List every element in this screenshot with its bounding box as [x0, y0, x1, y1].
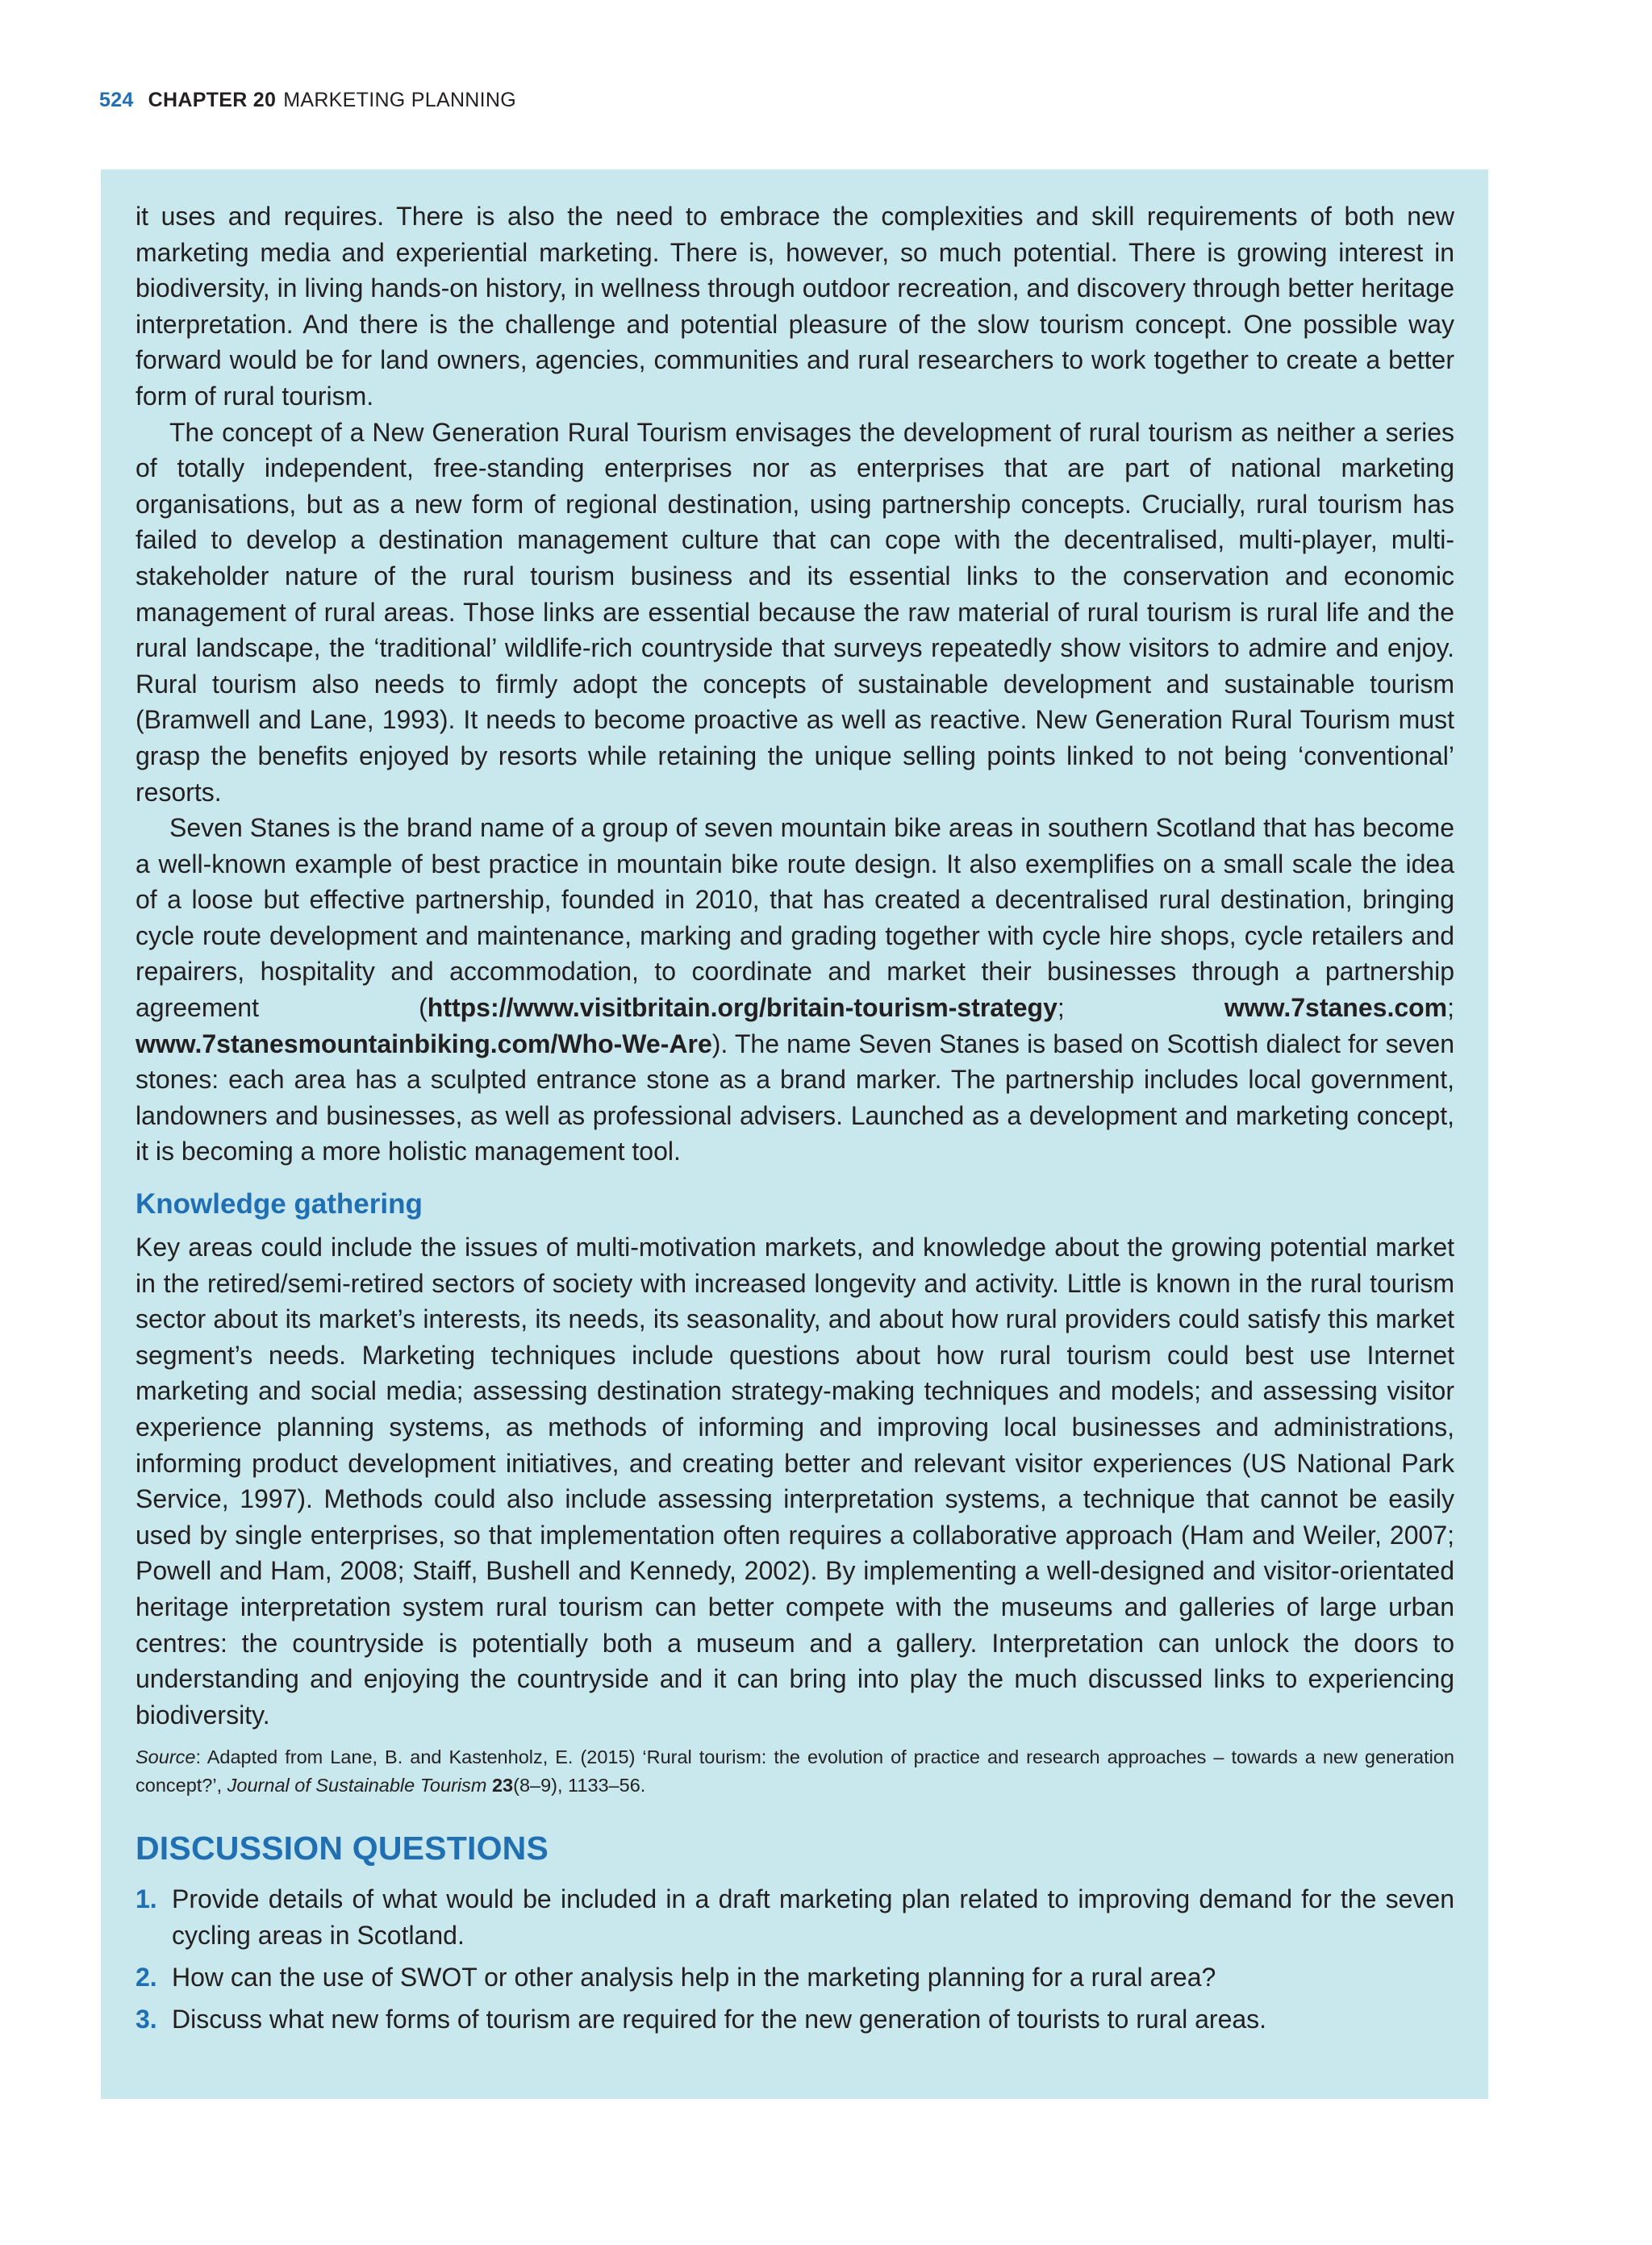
paragraph-text: Seven Stanes is the brand name of a group of seven mountain bike areas in southern Scotland that has become a well-known example of best practice in mountain bike route design. It also exemplifies on a small scale the idea of a loose but effective partnership, founded in 2010, that has created a decentralised rural destination, bringing cycle route development and maintenance, marking and grading together with cycle hire shops, cycle retailers and repairers, hospitality and accommodation, to coordinate and market their businesses through a partnership agreement ( — [136, 813, 1454, 1023]
chapter-label: CHAPTER 20 — [148, 89, 277, 111]
source-note — [136, 1743, 1454, 1800]
link-7stanes-mountainbiking: www.7stanesmountainbiking.com/Who-We-Are — [136, 1029, 712, 1058]
source-volume: 23 — [491, 1775, 514, 1796]
discussion-questions-list — [136, 1881, 1454, 2038]
question-text: Discuss what new forms of tourism are required for the new generation of tourists to rural areas. — [172, 2005, 1267, 2034]
link-visitbritain: https://www.visitbritain.org/britain-tourism-strategy — [427, 993, 1058, 1023]
section-heading: Knowledge gathering — [136, 1188, 423, 1221]
question-item — [136, 1959, 1454, 1996]
discussion-questions-title: DISCUSSION QUESTIONS — [136, 1830, 549, 1867]
question-item — [136, 2001, 1454, 2038]
question-text: How can the use of SWOT or other analysis help in the marketing planning for a rural area? — [172, 1963, 1216, 1993]
separator: ; — [1447, 993, 1455, 1023]
separator: ; — [1057, 993, 1224, 1023]
question-number: 1. — [136, 1884, 157, 1914]
link-7stanes: www.7stanes.com — [1224, 993, 1448, 1023]
source-journal: Journal of Sustainable Tourism — [227, 1775, 487, 1796]
paragraph-text: ). The name Seven Stanes is based on Scottish dialect for seven stones: each area has a sculpted entrance stone as a brand marker. The partnership includes local government, landowners and businesses, as well as professional advisers. Launched as a development and marketing concept, it is becoming a more holistic management tool. — [136, 1029, 1454, 1166]
paragraph-knowledge-gathering: Key areas could include the issues of multi-motivation markets, and knowledge about the growing potential market in the retired/semi-retired sectors of society with increased longevity and activity. Little is known in the rural tourism sector about its market’s interests, its needs, its seasonality, and about how rural providers could satisfy this market segment’s needs. Marketing techniques include questions about how rural tourism could best use Internet marketing and social media; assessing destination strategy-making techniques and models; and assessing visitor experience planning systems, as methods of informing and improving local businesses and administrations, informing product development initiatives, and creating better and relevant visitor experiences (US National Park Service, 1997). Methods could also include assessing interpretation systems, a technique that cannot be easily used by single enterprises, so that implementation often requires a collaborative approach (Ham and Weiler, 2007; Powell and Ham, 2008; Staiff, Bushell and Kennedy, 2002). By implementing a well-designed and visitor-orientated heritage interpretation system rural tourism can better compete with the museums and galleries of large urban centres: the countryside is potentially both a museum and a gallery. Interpretation can unlock the doors to understanding and enjoying the countryside and it can bring into play the much discussed links to experiencing biodiversity. — [136, 1233, 1454, 1730]
question-number: 3. — [136, 2005, 157, 2034]
question-number: 2. — [136, 1963, 157, 1993]
question-item — [136, 1881, 1454, 1954]
question-text: Provide details of what would be included in a draft marketing plan related to improving demand for the seven cycling areas in Scotland. — [172, 1884, 1454, 1951]
case-study-box — [101, 169, 1488, 2099]
running-head — [99, 89, 516, 112]
paragraph-continuation: it uses and requires. There is also the need to embrace the complexities and skill requirements of both new marketing media and experiential marketing. There is, however, so much potential. There is growing interest in biodiversity, in living hands-on history, in wellness through outdoor recreation, and discovery through better heritage interpretation. And there is the challenge and potential pleasure of the slow tourism concept. One possible way forward would be for land owners, agencies, communities and rural researchers to work together to create a better form of rural tourism. — [136, 202, 1454, 411]
chapter-title: MARKETING PLANNING — [283, 89, 516, 111]
source-text: : Adapted from Lane, B. and Kastenholz, E. (2015) ‘Rural tourism: the evolution of practice and research approaches – towards a new generation concept?’, — [136, 1746, 1454, 1796]
source-label: Source — [136, 1746, 196, 1768]
page-number: 524 — [99, 89, 134, 111]
paragraph-seven-stanes — [136, 810, 1454, 1170]
paragraph-new-generation: The concept of a New Generation Rural Tourism envisages the development of rural tourism as neither a series of totally independent, free-standing enterprises nor as enterprises that are part of national marketing organisations, but as a new form of regional destination, using partnership concepts. Crucially, rural tourism has failed to develop a destination management culture that can cope with the decentralised, multi-player, multi-stakeholder nature of the rural tourism business and its essential links to the conservation and economic management of rural areas. Those links are essential because the raw material of rural tourism is rural life and the rural landscape, the ‘traditional’ wildlife-rich countryside that surveys repeatedly show visitors to admire and enjoy. Rural tourism also needs to firmly adopt the concepts of sustainable development and sustainable tourism (Bramwell and Lane, 1993). It needs to become proactive as well as reactive. New Generation Rural Tourism must grasp the benefits enjoyed by resorts while retaining the unique selling points linked to not being ‘conventional’ resorts. — [136, 417, 1454, 807]
source-pages: (8–9), 1133–56. — [513, 1775, 646, 1796]
